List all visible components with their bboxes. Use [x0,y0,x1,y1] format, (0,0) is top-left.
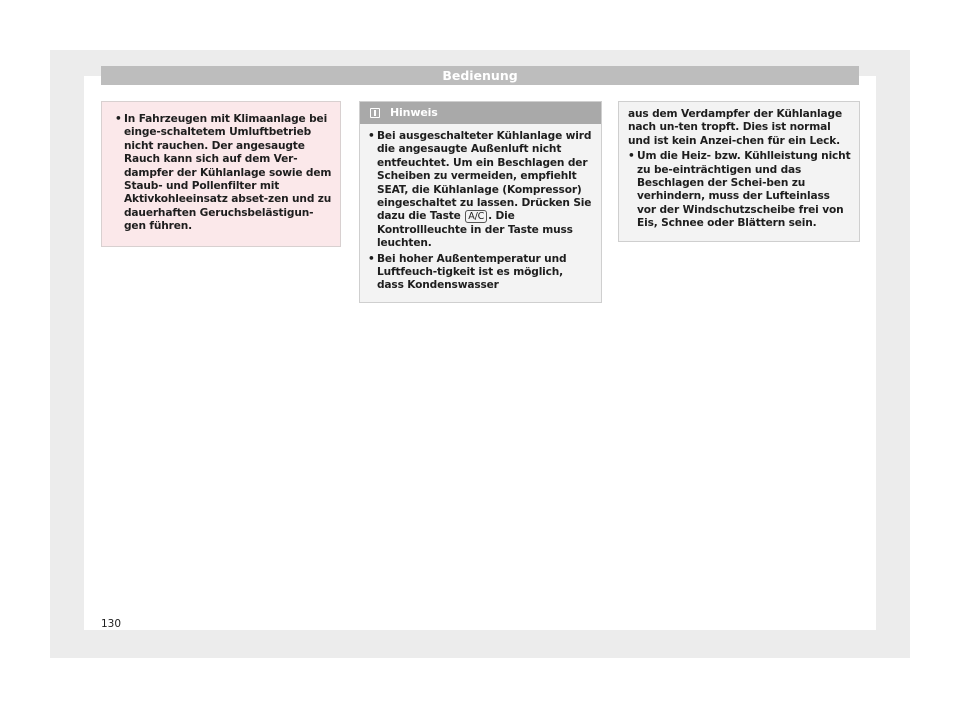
note-continued-bullet: • Um die Heiz- bzw. Kühlleistung nicht zu be-einträchtigen und das Beschlagen der Schei-ben zu verhindern, muss der Lufteinlass vor der Windschutzscheibe frei von Eis, Schnee oder Blättern sein. [628,150,851,230]
note-bullet-2: • Bei hoher Außentemperatur und Luftfeuch-tigkeit ist es möglich, dass Kondenswasser [368,253,593,293]
note-header [360,102,601,124]
warning-bullet: • In Fahrzeugen mit Klimaanlage bei einge-schaltetem Umluftbetrieb nicht rauchen. Der angesaugte Rauch kann sich auf dem Ver-dampfer der Kühlanlage sowie dem Staub- und Pollenfilter mit Aktivkohleeinsatz abset-zen und zu dauerhaften Geruchsbelästigun-gen führen. [115,113,332,234]
note-body [360,124,601,302]
ac-key: A/C [465,210,487,223]
note-bullet-1 [368,130,593,251]
note-continued-box [618,101,860,242]
info-icon [370,108,380,118]
note-title: Hinweis [390,106,438,120]
note-box [359,101,602,303]
section-header: Bedienung [101,66,859,85]
note-bullet-1-text: Bei ausgeschalteter Kühlanlage wird die angesaugte Außenluft nicht entfeuchtet. Um ein Beschlagen der Scheiben zu vermeiden, empfiehlt SEAT, die Kühlanlage (Kompressor) eingeschaltet zu lassen. Drücken Sie dazu die Taste [377,130,592,223]
warning-box [101,101,341,247]
page-number: 130 [101,618,122,630]
note-bullet-1-text-end: . Die Kontrollleuchte in der Taste muss leuchten. [377,210,573,250]
note-continued-text: aus dem Verdampfer der Kühlanlage nach un-ten tropft. Dies ist normal und ist kein Anzei-chen für ein Leck. [628,108,842,147]
